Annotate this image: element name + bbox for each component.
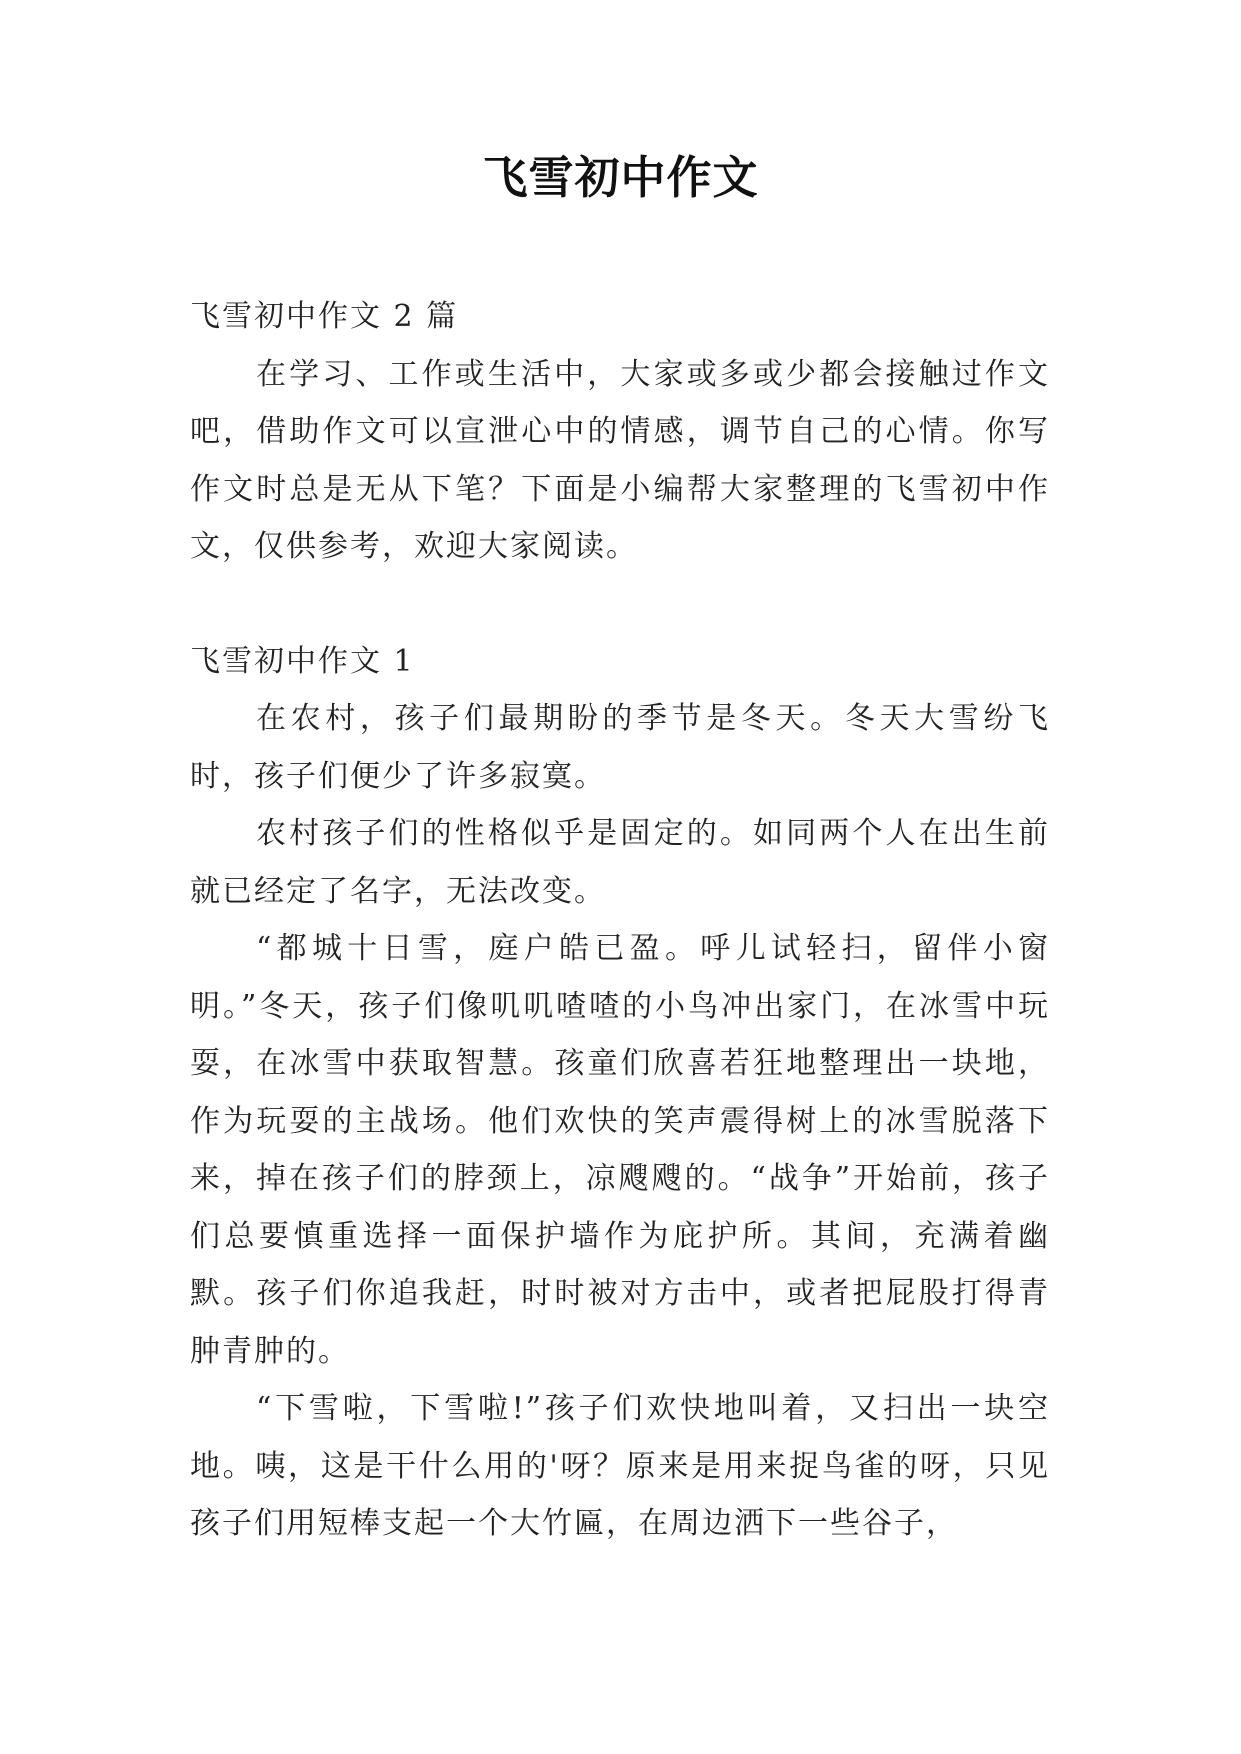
essay-paragraph: “都城十日雪，庭户皓已盈。呼儿试轻扫，留伴小窗明。”冬天，孩子们像叽叽喳喳的小鸟冲出家门，在冰雪中玩耍，在冰雪中获取智慧。孩童们欣喜若狂地整理出一块地，作为玩耍的主战场。他们欢快的笑声震得树上的冰雪脱落下来，掉在孩子们的脖颈上，凉飕飕的。“战争”开始前，孩子们总要慎重选择一面保护墙作为庇护所。其间，充满着幽默。孩子们你追我赶，时时被对方击中，或者把屁股打得青肿青肿的。 bbox=[190, 931, 1050, 1369]
document-body bbox=[190, 288, 1050, 1553]
section-spacer bbox=[190, 576, 1050, 633]
essay1-heading: 飞雪初中作文 1 bbox=[190, 643, 415, 679]
intro-paragraph: 在学习、工作或生活中，大家或多或少都会接触过作文吧，借助作文可以宣泄心中的情感，调节自己的心情。你写作文时总是无从下笔？下面是小编帮大家整理的飞雪初中作文，仅供参考，欢迎大家阅读。 bbox=[190, 356, 1050, 564]
essay-paragraph: 农村孩子们的性格似乎是固定的。如同两个人在出生前就已经定了名字，无法改变。 bbox=[190, 816, 1050, 909]
document-title: 飞雪初中作文 bbox=[482, 151, 759, 204]
essay-paragraph: “下雪啦，下雪啦!”孩子们欢快地叫着，又扫出一块空地。咦，这是干什么用的'呀？原来是用来捉鸟雀的呀，只见孩子们用短棒支起一个大竹匾，在周边洒下一些谷子， bbox=[190, 1391, 1050, 1541]
essay-paragraph: 在农村，孩子们最期盼的季节是冬天。冬天大雪纷飞时，孩子们便少了许多寂寞。 bbox=[190, 701, 1050, 794]
intro-heading: 飞雪初中作文 2 篇 bbox=[190, 299, 459, 334]
